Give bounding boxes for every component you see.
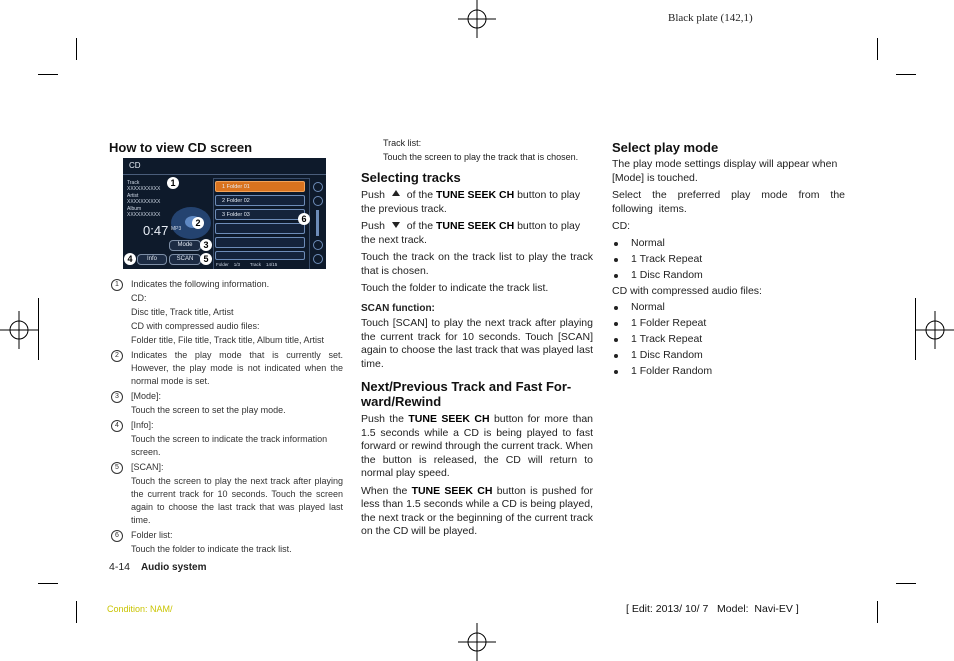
crop-mark	[76, 38, 77, 60]
info-button: Info	[137, 254, 167, 265]
list-item: Normal	[612, 237, 845, 253]
section-name: Audio system	[140, 562, 207, 573]
registration-mark-icon	[916, 311, 954, 349]
legend-item: 1 Indicates the following information. CD: Disc title, Track title, Artist CD with compressed audio files: Folder title, File title, Track title, Album title, Artist	[111, 278, 343, 347]
legend-number: 4	[111, 420, 123, 432]
list-item: 1 Track Repeat	[612, 253, 845, 269]
legend-number: 2	[111, 350, 123, 362]
scan-button: SCAN	[169, 254, 201, 265]
list-item: 1 Track Repeat	[612, 333, 845, 349]
crop-mark	[38, 74, 58, 75]
page-footer	[109, 561, 207, 573]
section-heading: How to view CD screen	[109, 140, 253, 155]
legend-item: 4 [Info]: Touch the screen to indicate the track information screen.	[111, 419, 343, 459]
info-line: XXXXXXXXXX	[127, 212, 161, 218]
legend-list	[111, 278, 343, 556]
next-prev-text: Push the TUNE SEEK CH button for more than 1.5 seconds while a CD is being played to fast forward or rewind through the current track. When the button is released, the CD will return to normal play speed. When the TUNE SEEK CH button is pushed for less than 1.5 seconds while a CD is being played, the next track or the beginning of the current track on the CD will be played.	[361, 413, 594, 537]
crop-mark	[38, 298, 39, 360]
callout-marker: 6	[298, 213, 310, 225]
legend-number: 3	[111, 391, 123, 403]
callout-marker: 3	[200, 239, 212, 251]
list-item: 1 Disc Random	[612, 269, 845, 285]
callout-marker: 2	[192, 217, 204, 229]
section-heading: Selecting tracks	[361, 170, 461, 185]
info-line: Track	[127, 180, 140, 186]
folder-item: 2 Folder 02	[215, 195, 305, 206]
info-line: XXXXXXXXXX	[127, 199, 161, 205]
legend-item: 5 [SCAN]: Touch the screen to play the next track after playing the current track for 10 seconds. Touch the screen again to choose the last track that was played last time.	[111, 461, 343, 527]
screen-title: CD	[129, 161, 141, 170]
folder-item: 3 Folder 03	[215, 209, 305, 220]
legend-number: 6	[111, 530, 123, 542]
mp3-badge: MP3	[171, 226, 182, 232]
section-heading: Next/Previous Track and Fast For-ward/Rewind	[361, 379, 572, 409]
callout-marker: 1	[167, 177, 179, 189]
section-heading: Select play mode	[612, 140, 719, 155]
condition-label: Condition: NAM/	[107, 604, 173, 614]
legend-item: 2 Indicates the play mode that is currently set. However, the play mode is not indicated when the normal mode is set.	[111, 349, 343, 388]
callout-marker: 5	[200, 253, 212, 265]
list-item: 1 Folder Repeat	[612, 317, 845, 333]
legend-number: 5	[111, 462, 123, 474]
registration-mark-icon	[458, 623, 496, 661]
registration-mark-icon	[458, 0, 496, 38]
crop-mark	[877, 601, 878, 623]
folder-item	[215, 223, 305, 234]
status-line: Folder 1/3 Track 14/15	[216, 262, 278, 267]
info-line: Album	[127, 206, 142, 212]
cd-screen-illustration	[123, 158, 326, 269]
edit-label: [ Edit: 2013/ 10/ 7 Model: Navi-EV ]	[626, 603, 799, 615]
folder-item: 1 Folder 01	[215, 181, 305, 192]
play-time: 0:47	[143, 223, 169, 238]
registration-mark-icon	[0, 311, 38, 349]
crop-mark	[38, 583, 58, 584]
info-line: XXXXXXXXXX	[127, 186, 161, 192]
tracklist-note: Track list: Touch the screen to play the track that is chosen.	[383, 138, 579, 162]
callout-marker: 4	[124, 253, 136, 265]
selecting-text: Push of the TUNE SEEK CH button to play the previous track. Push of the TUNE SEEK CH button to play the next track. Touch the track on the track list to play the track that is chosen. Touch the folder to indicate the track list. SCAN function: Touch [SCAN] to play the next track after playing the current track for 10 seconds. Touch [SCAN] again to choose the last track that was played last time.	[361, 189, 593, 370]
list-item: Normal	[612, 301, 845, 317]
play-mode-text: The play mode settings display will appear when [Mode] is touched. Select the preferred play mode from the following items. CD: Normal 1 Track Repeat 1 Disc Random CD with compressed audio files: Normal 1 Folder Repeat 1 Track Repeat 1 Disc Random 1 Folder Random	[612, 158, 845, 381]
plate-label: Black plate (142,1)	[668, 12, 753, 24]
folder-item	[215, 237, 305, 248]
list-item: 1 Disc Random	[612, 349, 845, 365]
mode-button: Mode	[169, 240, 201, 251]
list-item: 1 Folder Random	[612, 365, 845, 381]
crop-mark	[76, 601, 77, 623]
down-arrow-icon	[388, 220, 404, 229]
folder-item	[215, 251, 305, 260]
legend-number: 1	[111, 279, 123, 291]
page-number: 4-14	[109, 561, 131, 573]
legend-item: 6 Folder list: Touch the folder to indicate the track list.	[111, 529, 343, 556]
legend-item: 3 [Mode]: Touch the screen to set the play mode.	[111, 390, 343, 417]
info-line: Artist	[127, 193, 139, 199]
crop-mark	[877, 38, 878, 60]
crop-mark	[896, 583, 916, 584]
crop-mark	[896, 74, 916, 75]
up-arrow-icon	[388, 189, 404, 198]
